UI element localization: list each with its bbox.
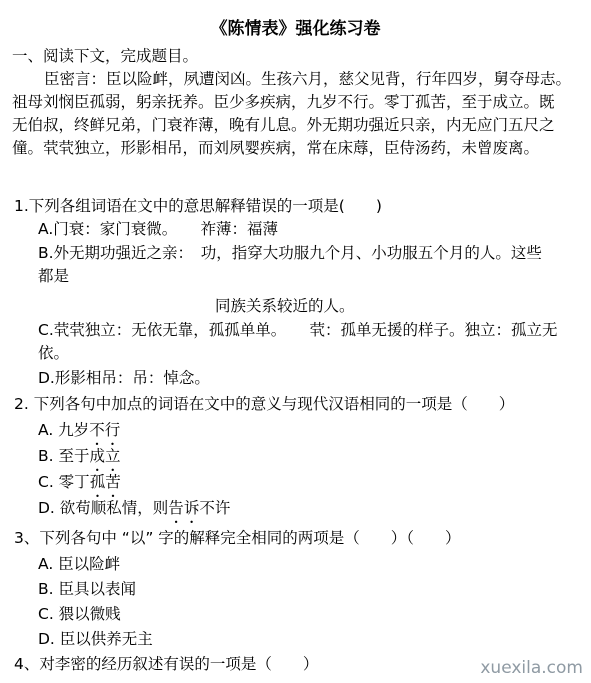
emphasis-char: 行: [104, 421, 121, 439]
q2-b-text: B. 至于: [38, 447, 90, 465]
q2-option-c: [38, 472, 121, 492]
q1-option-b-cont: 都是: [38, 267, 70, 285]
q1-option-b: B.外无期功强近之亲： 功，指穿大功服九个月、小功服五个月的人。这些: [38, 244, 542, 262]
q1-option-a: A.门衰：家门衰微。 祚薄：福薄: [38, 220, 279, 238]
q3-option-c: C. 猥以微贱: [38, 605, 121, 623]
q2-a-dotted-word: [89, 421, 120, 439]
q2-d-dotted-word: [168, 499, 199, 517]
question-2-stem: 2. 下列各句中加点的词语在文中的意义与现代汉语相同的一项是（ ）: [14, 395, 515, 413]
passage-line: 无伯叔，终鲜兄弟，门衰祚薄，晚有儿息。外无期功强近只亲，内无应门五尺之: [12, 116, 555, 134]
q2-b-dotted-word: [90, 447, 121, 465]
q2-a-text: A. 九岁: [38, 421, 90, 439]
emphasis-char: 成: [89, 447, 106, 465]
q3-option-d: D. 臣以供养无主: [38, 630, 153, 648]
emphasis-char: 苦: [105, 473, 121, 491]
q1-option-c-cont: 依。: [38, 344, 70, 362]
q2-c-text: C. 零丁: [38, 473, 90, 491]
question-1-stem: 1.下列各组词语在文中的意思解释错误的一项是( ): [14, 197, 382, 215]
passage-line: 僮。茕茕独立，形影相吊，而刘夙婴疾病，常在床蓐，臣侍汤药，未曾废离。: [12, 139, 540, 157]
question-3-stem: 3、下列各句中 “以” 字的解释完全相同的两项是（ ）（ ）: [14, 529, 461, 547]
emphasis-char: 告: [168, 499, 184, 517]
q2-d-text-after: 不许: [199, 499, 231, 517]
passage-line: 臣密言：臣以险衅，夙遭闵凶。生孩六月，慈父见背，行年四岁，舅夺母志。: [44, 70, 572, 88]
section-heading: 一、阅读下文，完成题目。: [12, 47, 199, 65]
q2-option-d: [38, 498, 230, 518]
page-title: 《陈情表》强化练习卷: [210, 19, 381, 39]
emphasis-char: 不: [89, 421, 105, 439]
emphasis-char: 立: [105, 447, 121, 465]
q2-d-text: D. 欲苟顺私情，则: [38, 499, 169, 517]
q1-option-d: D.形影相吊：吊：悼念。: [38, 369, 210, 387]
q3-option-b: B. 臣具以表闻: [38, 580, 136, 598]
emphasis-char: 孤: [89, 473, 106, 491]
question-4-stem: 4、对李密的经历叙述有误的一项是（ ）: [14, 655, 319, 673]
q2-option-a: [38, 420, 120, 440]
q2-option-b: [38, 446, 121, 466]
emphasis-char: 诉: [183, 499, 200, 517]
watermark: xuexila.com: [480, 658, 583, 678]
q1-option-b-cont: 同族关系较近的人。: [215, 297, 355, 315]
q2-c-dotted-word: [90, 473, 121, 491]
passage-line: 祖母刘悯臣孤弱，躬亲抚养。臣少多疾病，九岁不行。零丁孤苦，至于成立。既: [12, 93, 555, 111]
q3-option-a: A. 臣以险衅: [38, 555, 121, 573]
q1-option-c: C.茕茕独立：无依无靠，孤孤单单。 茕：孤单无援的样子。独立：孤立无: [38, 321, 558, 339]
